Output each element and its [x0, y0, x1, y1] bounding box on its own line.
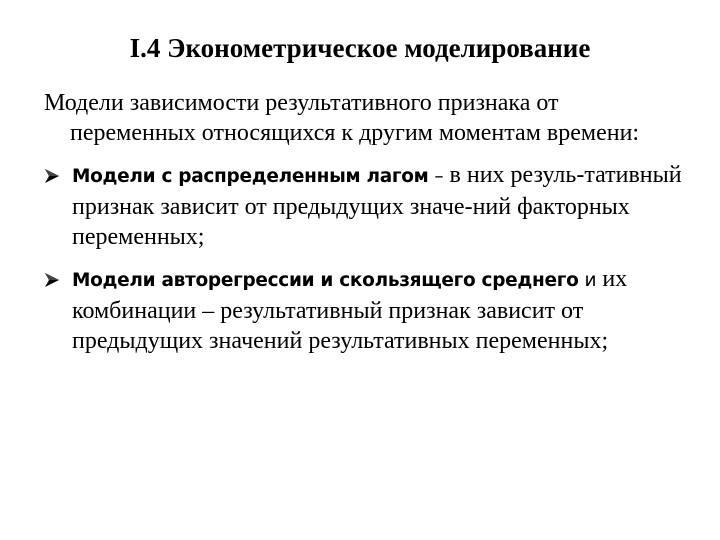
arrowhead-bullet-icon: [44, 272, 60, 288]
bullet-term: Модели с распределенным лагом: [72, 166, 429, 187]
bullet-item-autoregression: [44, 264, 684, 356]
slide-title: I.4 Эконометрическое моделирование: [129, 33, 591, 63]
bullet-item-distributed-lag: [44, 160, 684, 252]
bullet-connector: –: [428, 166, 450, 187]
arrowhead-bullet-icon: [44, 168, 60, 184]
bullet-text: их комбинации – результативный признак зависит от предыдущих значений результативных переменных;: [72, 266, 628, 354]
bullet-term: Модели авторегрессии и скользящего среднего: [72, 270, 579, 291]
bullet-connector: и: [578, 270, 603, 291]
slide-content: [44, 88, 684, 368]
intro-paragraph: Модели зависимости результативного признака от переменных относящихся к другим моментам времени:: [44, 90, 640, 146]
bullet-text: в них резуль-тативный признак зависит от предыдущих значе-ний факторных переменных;: [72, 162, 682, 250]
